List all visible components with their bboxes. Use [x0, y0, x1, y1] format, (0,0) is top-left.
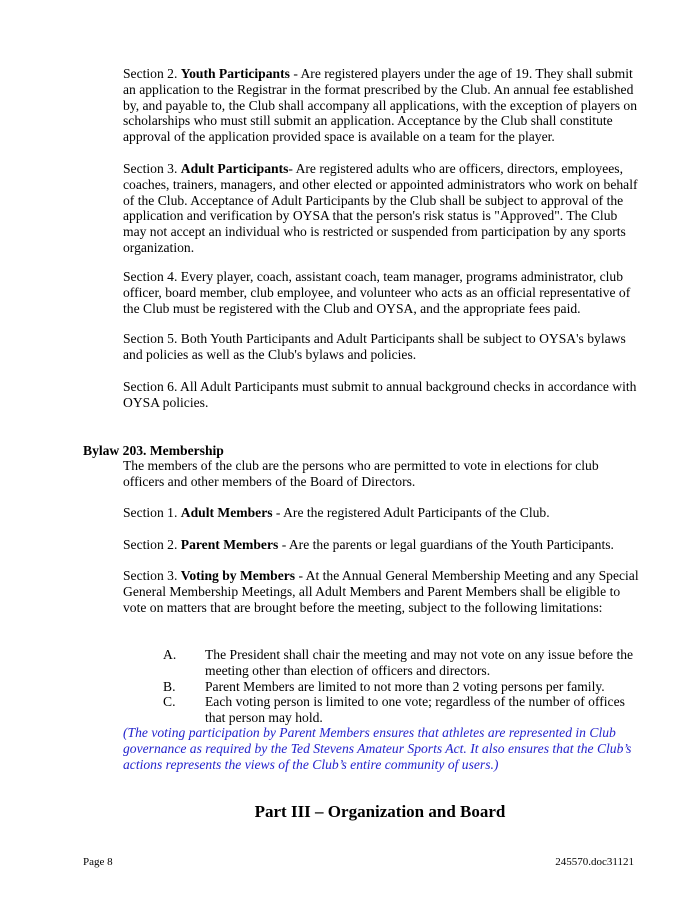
section-title: Voting by Members	[180, 568, 296, 583]
section-2-youth-participants	[123, 66, 643, 145]
section-text: - Are the parents or legal guardians of the Youth Participants.	[278, 537, 614, 552]
list-letter: C.	[163, 694, 176, 710]
section-title: Adult Members	[180, 505, 273, 520]
list-letter: A.	[163, 647, 177, 662]
section-title: Youth Participants	[180, 66, 290, 81]
section-number: Section 2.	[123, 537, 181, 552]
membership-section-3	[123, 568, 643, 615]
list-item	[123, 694, 643, 726]
bylaw-203-heading: Bylaw 203. Membership	[83, 443, 224, 458]
list-text: The President shall chair the meeting and may not vote on any issue before the meeting other than election of officers and directors.	[205, 647, 634, 678]
list-text: Parent Members are limited to not more than 2 voting persons per family.	[205, 678, 605, 694]
section-number: Section 3.	[123, 161, 181, 176]
list-item	[123, 679, 643, 695]
section-number: Section 1.	[123, 505, 181, 520]
membership-section-1	[123, 505, 643, 521]
section-number: Section 3.	[123, 568, 181, 583]
bylaw-203-intro: The members of the club are the persons who are permitted to vote in elections for club officers and other members of the Board of Directors.	[123, 458, 599, 489]
membership-section-2	[123, 537, 643, 553]
voting-limitations-list	[123, 647, 643, 726]
section-text: - Are the registered Adult Participants of the Club.	[272, 505, 550, 520]
list-item	[123, 647, 643, 679]
section-6: Section 6. All Adult Participants must submit to annual background checks in accordance with OYSA policies.	[123, 379, 637, 410]
section-title: Adult Participants	[180, 161, 289, 176]
section-title: Parent Members	[180, 537, 279, 552]
section-4: Section 4. Every player, coach, assistant coach, team manager, programs administrator, club officer, board member, club employee, and volunteer who acts as an official representative of the Club must be registered with the Club and OYSA, and the appropriate fees paid.	[123, 269, 631, 316]
voting-participation-note: (The voting participation by Parent Members ensures that athletes are represented in Club governance as required by the Ted Stevens Amateur Sports Act. It also ensures that the Club’s actions represents the views of the Club’s entire community of users.)	[123, 725, 632, 772]
section-number: Section 2.	[123, 66, 181, 81]
section-text: - Are registered players under the age of 19. They shall submit an application to the Registrar in the format prescribed by the Club. An annual fee established by, and payable to, the Club shall accompany all applications, with the exception of players on scholarships who must still submit an application. Acceptance by the Club shall constitute approval of the application provided space is available on a team for the player.	[123, 66, 638, 145]
section-5: Section 5. Both Youth Participants and Adult Participants shall be subject to OYSA's bylaws and policies as well as the Club's bylaws and policies.	[123, 331, 626, 362]
section-text: - At the Annual General Membership Meeting and any Special General Membership Meetings, all Adult Members and Parent Members shall be eligible to vote on matters that are brought before the meeting, subject to the following limitations:	[123, 568, 639, 615]
list-text: Each voting person is limited to one vote; regardless of the number of offices that person may hold.	[205, 694, 625, 726]
section-3-adult-participants	[123, 161, 643, 256]
part-iii-title: Part III – Organization and Board	[254, 802, 506, 821]
list-letter: B.	[163, 678, 176, 694]
footer-page-number: Page 8	[83, 856, 113, 868]
footer-document-id: 245570.doc31121	[555, 856, 634, 868]
section-text: - Are registered adults who are officers, directors, employees, coaches, trainers, managers, and other elected or appointed administrators who work on behalf of the Club. Acceptance of Adult Participants by the Club shall be subject to approval of the application and verification by OYSA that the person's risk status is "Approved". The Club may not accept an individual who is restricted or suspended from participation by any sports organization.	[123, 161, 638, 255]
